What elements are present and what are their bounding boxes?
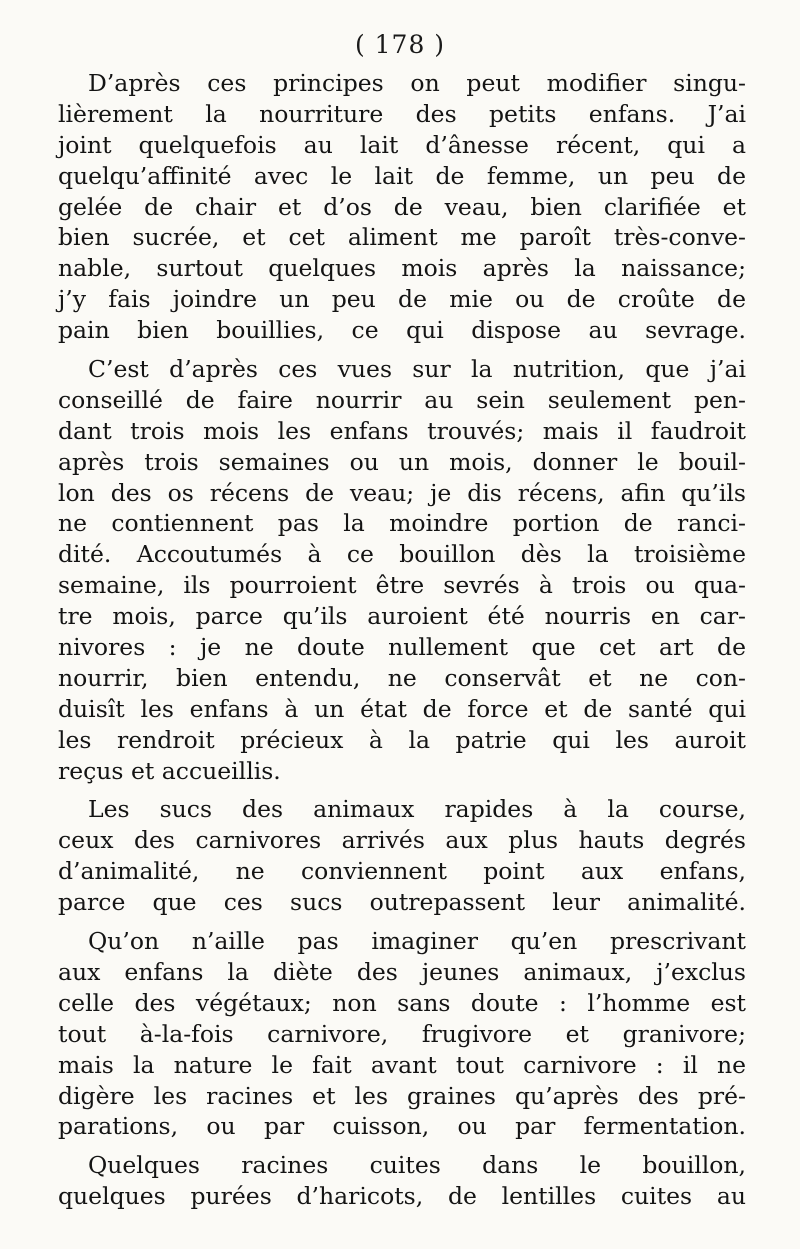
text-line: j’y fais joindre un peu de mie ou de croûte de <box>58 285 746 314</box>
text-line: d’animalité, ne conviennent point aux enfans, <box>58 857 746 886</box>
text-line: mais la nature le fait avant tout carnivore : il ne <box>58 1050 746 1079</box>
text-line: ne contiennent pas la moindre portion de ranci- <box>58 509 746 538</box>
paragraph-1 <box>58 68 746 346</box>
text-line: reçus et accueillis. <box>58 756 281 785</box>
text-line: nourrir, bien entendu, ne conservât et ne con- <box>58 663 746 692</box>
text-line: gelée de chair et d’os de veau, bien clarifiée et <box>58 192 746 221</box>
text-line: nivores : je ne doute nullement que cet art de <box>58 633 746 662</box>
text-line: aux enfans la diète des jeunes animaux, j’exclus <box>58 957 746 986</box>
text-line: digère les racines et les graines qu’après des pré- <box>58 1081 746 1110</box>
page-number: ( 178 ) <box>354 30 446 59</box>
text-line: Quelques racines cuites dans le bouillon, <box>88 1151 746 1180</box>
text-line: parations, ou par cuisson, ou par fermentation. <box>58 1112 746 1141</box>
text-line: celle des végétaux; non sans doute : l’homme est <box>58 988 746 1017</box>
text-line: tout à-la-fois carnivore, frugivore et granivore; <box>58 1019 746 1048</box>
text-line: dant trois mois les enfans trouvés; mais il faudroit <box>58 416 746 445</box>
text-line: C’est d’après ces vues sur la nutrition, que j’ai <box>88 355 746 384</box>
text-line: lièrement la nourriture des petits enfans. J’ai <box>58 99 746 128</box>
text-line: bien sucrée, et cet aliment me paroît très-conve- <box>58 223 746 252</box>
body-text <box>58 68 746 1220</box>
text-line: conseillé de faire nourrir au sein seulement pen- <box>58 385 746 414</box>
paragraph-4 <box>58 926 746 1142</box>
text-line: D’après ces principes on peut modifier singu- <box>88 69 746 97</box>
paragraph-3 <box>58 794 746 918</box>
text-line: ceux des carnivores arrivés aux plus hauts degrés <box>58 826 746 855</box>
text-line: pain bien bouillies, ce qui dispose au sevrage. <box>58 316 746 345</box>
text-line: Les sucs des animaux rapides à la course, <box>88 795 746 824</box>
text-line: duisît les enfans à un état de force et de santé qui <box>58 694 746 723</box>
paragraph-5 <box>58 1150 746 1212</box>
text-line: quelques purées d’haricots, de lentilles cuites au <box>58 1182 746 1211</box>
text-line: quelqu’affinité avec le lait de femme, un peu de <box>58 161 746 190</box>
text-line: parce que ces sucs outrepassent leur animalité. <box>58 888 746 917</box>
text-line: joint quelquefois au lait d’ânesse récent, qui a <box>58 130 746 159</box>
text-line: tre mois, parce qu’ils auroient été nourris en car- <box>58 602 746 631</box>
text-line: après trois semaines ou un mois, donner le bouil- <box>58 447 746 476</box>
paragraph-2 <box>58 354 746 786</box>
text-line: nable, surtout quelques mois après la naissance; <box>58 254 746 283</box>
text-line: les rendroit précieux à la patrie qui les auroit <box>58 725 746 754</box>
text-line: Qu’on n’aille pas imaginer qu’en prescrivant <box>88 927 746 956</box>
text-line: semaine, ils pourroient être sevrés à trois ou qua- <box>58 571 746 600</box>
text-line: lon des os récens de veau; je dis récens, afin qu’ils <box>58 478 746 507</box>
text-line: dité. Accoutumés à ce bouillon dès la troisième <box>58 540 746 569</box>
